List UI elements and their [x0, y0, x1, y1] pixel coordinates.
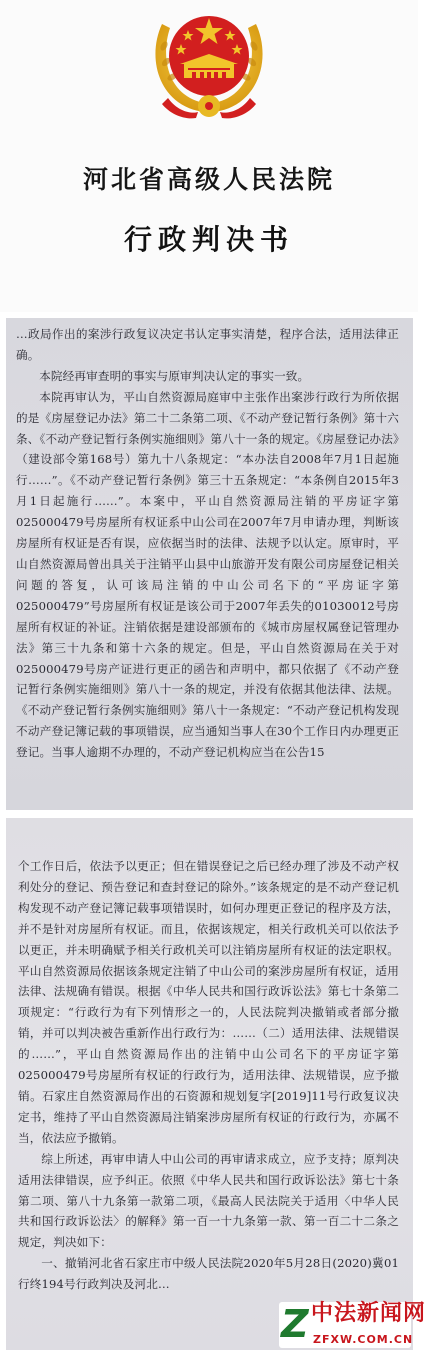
paragraph: 个工作日后，依法予以更正；但在错误登记之后已经办理了涉及不动产权利处分的登记、预告登记和查封登记的除外。”该条规定的是不动产登记机构发现不动产登记簿记载事项错误时，如何办理更正登记的程序及方法，并不是针对房屋所有权证。而且，依据该规定，相关行政机关可以依法予以更正，并未明确赋予相关行政机关可以注销房屋所有权证的法定职权。平山自然资源局依据该条规定注销了中山公司的案涉房屋所有权证，适用法律、法规确有错误。根据《中华人民共和国行政诉讼法》第七十条第二项规定：“行政行为有下列情形之一的，人民法院判决撤销或者部分撤销，并可以判决被告重新作出行政行为：……（二）适用法律、法规错误的……”，平山自然资源局作出的注销中山公司名下的平房证字第025000479号房屋所有权证的行政行为，适用法律、法规错误，应予撤销。石家庄自然资源局作出的石资源和规划复字[2019]11号行政复议决定书，维持了平山自然资源局注销案涉房屋所有权证的行政行为，亦属不当，依法应予撤销。 — [18, 859, 399, 1145]
document-title: 行政判决书 — [123, 223, 294, 256]
watermark-site-name: 中法新闻网 — [311, 1301, 426, 1326]
judgment-page-2 — [6, 818, 426, 1350]
national-emblem-icon — [148, 2, 270, 120]
paragraph: …政局作出的案涉行政复议决定书认定事实清楚，程序合法，适用法律正确。 — [16, 327, 399, 362]
paragraph: 综上所述，再审申请人中山公司的再审请求成立，应予支持；原判决适用法律错误，应予纠正。依照《中华人民共和国行政诉讼法》第七十条第二项、第八十九条第一款第二项，《最高人民法院关于适用〈中华人民共和国行政诉讼法〉的解释》第一百一十九条第一款、第一百二十二条之规定，判决如下： — [18, 1151, 399, 1250]
paragraph: 本院再审认为，平山自然资源局庭审中主张作出案涉行政行为所依据的是《房屋登记办法》第二十二条第二项、《不动产登记暂行条例》第十六条、《不动产登记暂行条例实施细则》第八十一条的规定。《房屋登记办法》（建设部令第168号）第九十八条规定：“本办法自2008年7月1日起施行……”。《不动产登记暂行条例》第三十五条规定：“本条例自2015年3月1日起施行……”。本案中，平山自然资源局注销的平房证字第025000479号房屋所有权证系中山公司在2007年7月申请办理，判断该房屋所有权证是否有误，应依据当时的法律、法规予以认定。原审时，平山自然资源局曾出具关于注销平山县中山旅游开发有限公司房屋登记相关问题的答复，认可该局注销的中山公司名下的“平房证字第025000479”号房屋所有权证是该公司于2007年丢失的01030012号房屋所有权证的补证。注销依据是建设部颁布的《城市房屋权属登记管理办法》第三十九条和第十六条的规定。但是，平山自然资源局在关于对025000479号房产证进行更正的函告和声明中，都只依据了《不动产登记暂行条例实施细则》第八十一条的规定，并没有依据其他法律、法规。《不动产登记暂行条例实施细则》第八十一条规定：“不动产登记机构发现不动产登记簿记载的事项错误，应当通知当事人在30个工作日内办理更正登记。当事人逾期不办理的，不动产登记机构应当在公告15 — [16, 389, 399, 760]
site-logo-icon: Z — [281, 1302, 309, 1346]
paragraph: 一、撤销河北省石家庄市中级人民法院2020年5月28日(2020)冀01行终194号行政判决及河北… — [18, 1256, 399, 1292]
court-name: 河北省高级人民法院 — [82, 165, 335, 194]
judgment-page-1 — [6, 318, 413, 810]
header-area — [0, 0, 418, 312]
paragraph: 本院经再审查明的事实与原审判决认定的事实一致。 — [39, 368, 310, 383]
watermark-domain: ZFXW.COM.CN — [313, 1333, 414, 1346]
site-watermark — [279, 1301, 426, 1348]
